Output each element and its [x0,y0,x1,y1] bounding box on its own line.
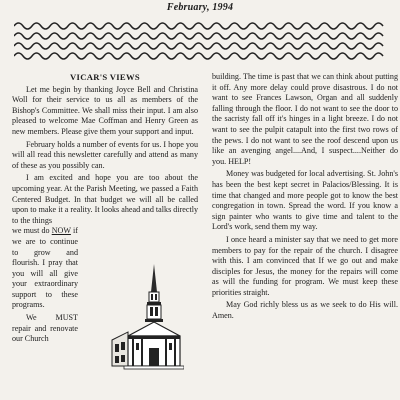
paragraph: building. The time is past that we can think about putting it off. Any more delay could prove disastrous. I do not want to see Frances Lawson, Organ and all suddenly falling through the floor. I do not want to see the door to the sacristy fall off it's hinges in a light breeze. I do not want to see the pulpit catapult into the first two rows of the pews. I do not want to see the roof descend upon us like an avenging angel....And, I suspect....Neither do you. HELP! [212,72,398,166]
issue-date: February, 1994 [166,2,234,13]
wave-border-ornament [14,18,386,62]
paragraph: Let me begin by thanking Joyce Bell and Christina Woll for their service to us all as members of the Bishop's Committee. We shall miss their input. I am also pleased to welcome Mae Coffman and Henry Green as new members. Please give them your support and input. [12,84,198,136]
paragraph: I once heard a minister say that we need to get more members to pay for the repair of the church. I disagree with this. I am convinced that If we go out and make disciples for Jesus, the money for the repairs will come as will the funding for program. We must keep these priorities straight. [212,234,398,297]
paragraph: February holds a number of events for us. I hope you will all read this newsletter carefully and attend as many of these as you possibly can. [12,139,198,170]
masthead [0,0,400,13]
text-fragment: we must do [12,226,50,236]
emphasis-now: NOW [51,226,71,236]
paragraph: May God richly bless us as we seek to do His will. Amen. [212,300,398,321]
paragraph: I am excited and hope you are too about the upcoming year. At the Parish Meeting, we passed a Faith Centered Budget. In that budget we will all be called upon to make it a reality. It looks ahead and talks directly to the things [12,173,198,225]
article-heading: VICAR'S VIEWS [70,72,140,82]
church-illustration [108,262,184,372]
paragraph: We MUST repair and renovate our Church [12,313,78,344]
right-column [212,72,398,322]
paragraph: Money was budgeted for local advertising. St. John's has been the best kept secret in Palacios/Blessing. It is time that changed and more people got to know the best congregation in town. Spread the word. If you know a sign painter who wants to give time and talent to the Lord's work, send them my way. [212,169,398,232]
text-fragment: if we are to continue to grow and flourish. I pray that you will all give your extraordinary support to these programs. [12,226,78,310]
